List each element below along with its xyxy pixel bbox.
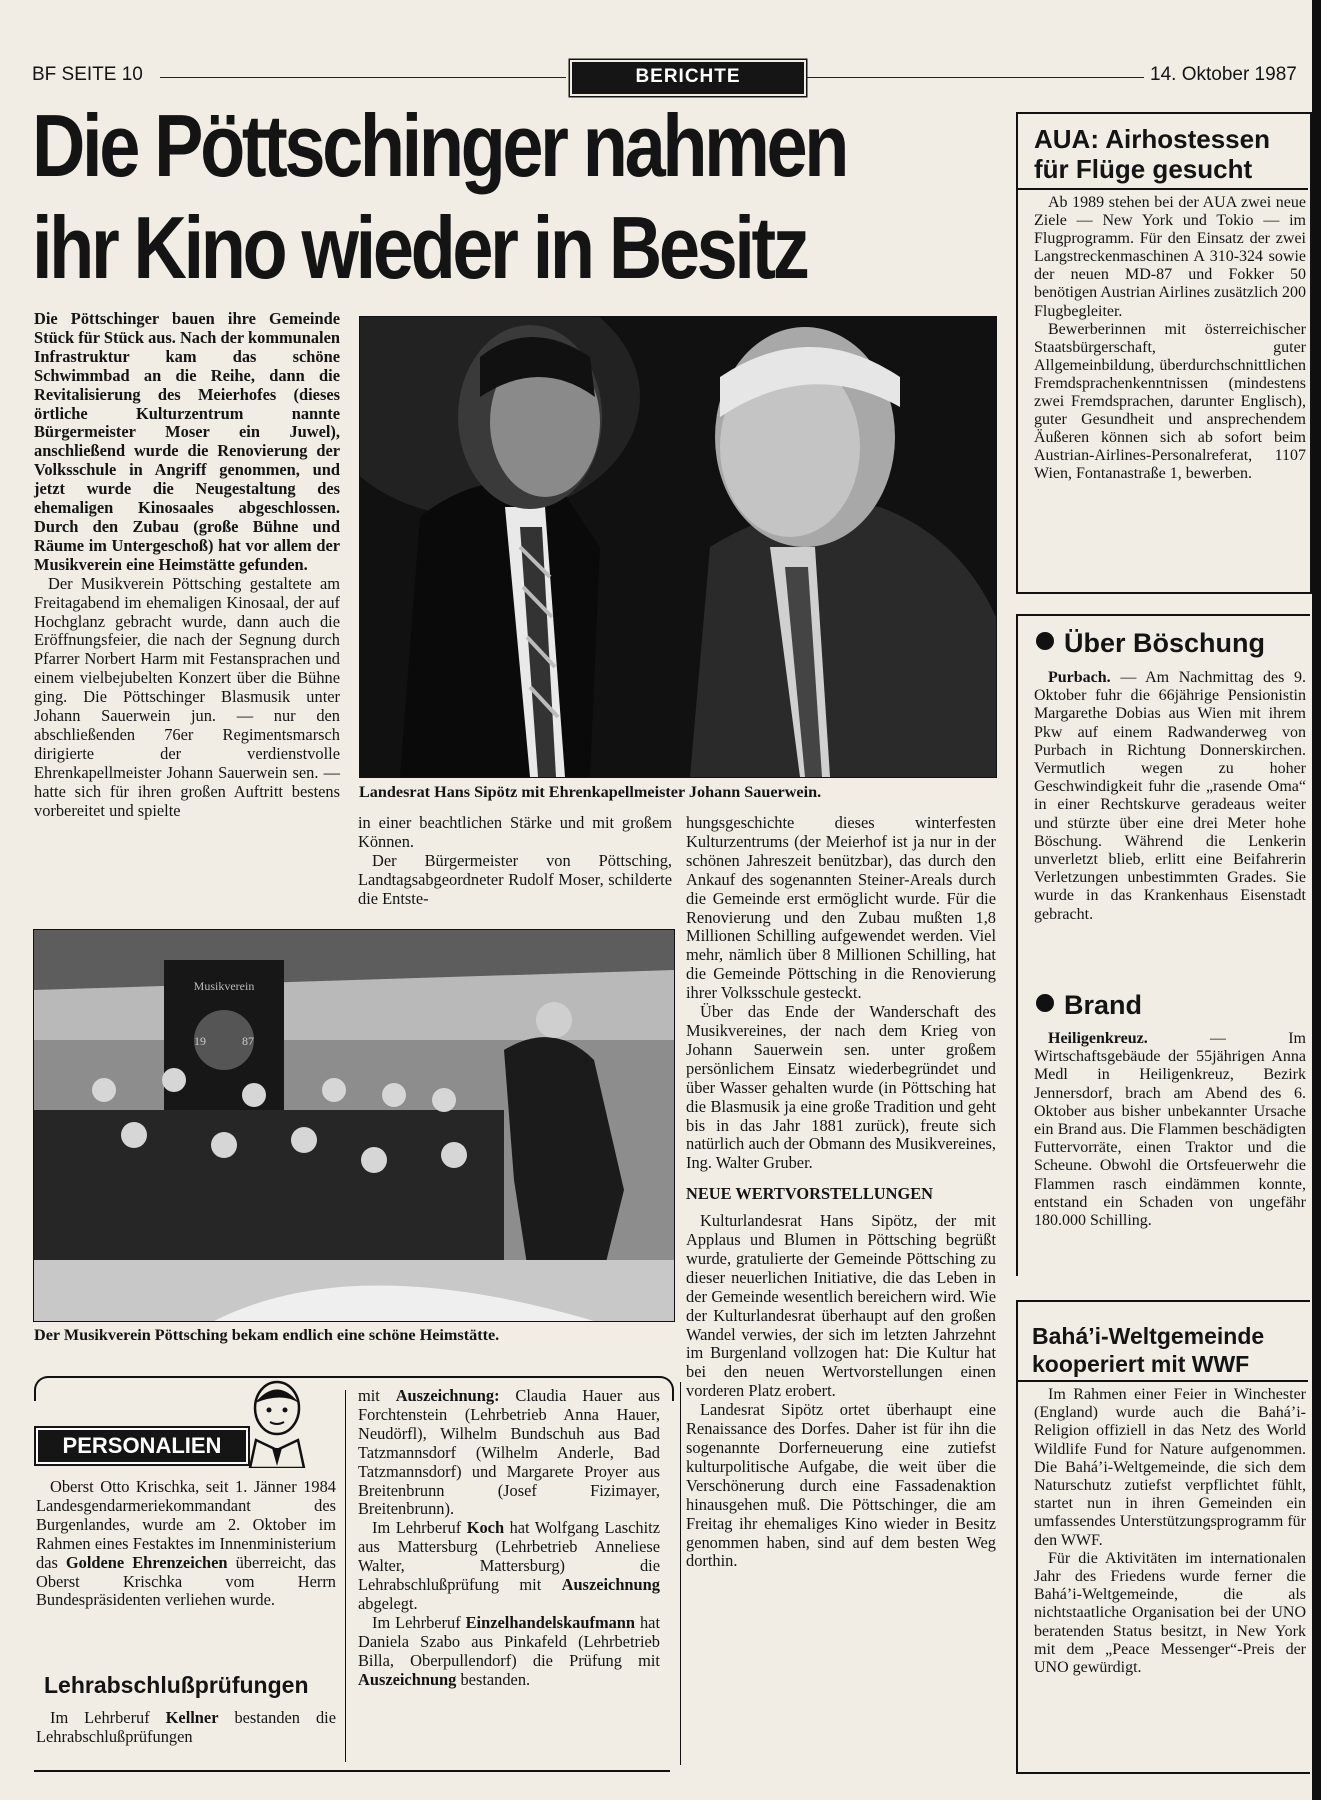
aua-paragraph: Bewerberinnen mit österreichischer Staatsbürgerschaft, guter Allgemeinbildung, überdurchschnittlichen Fremdsprachenkenntnissen (mindestens zwei Fremdsprachen, darunter Englisch), guter Gesundheit und ansprechendem Äußeren können sich ab sofort beim Austrian-Airlines-Personalreferat, 1107 Wien, Fontanastraße 1, bewerben. [1034,320,1306,483]
personalien-bottom-frame [34,1770,670,1772]
aua-paragraph: Ab 1989 stehen bei der AUA zwei neue Ziele — New York und Tokio — im Flugprogramm. Für den Einsatz der zwei Langstreckenmaschinen A 310-324 sowie der neuen MD-87 und Fokker 50 benötigen Austrian Airlines zusätzlich 200 Flugbegleiter. [1034,194,1306,320]
article-paragraph: Der Musikverein Pöttsching gestaltete am Freitagabend im ehemaligen Kinosaal, der auf Hochglanz gebracht wurde, dann auch die Eröffnungsfeier, die nach der Segnung durch Pfarrer Norbert Harm mit Festansprachen und einem vielbejubelten Konzert über die Bühne ging. Die Pöttschinger Blasmusik unter Johann Sauerwein jun. — nur den abschließenden 76er Regimentsmarsch dirigierte der verdienstvolle Ehrenkapellmeister Johann Sauerwein sen. — hatte sich für ihren großen Auftritt bestens vorbereitet und spielte [34,573,340,820]
article-column-3 [686,814,996,1571]
headline [32,95,847,299]
aua-title [1034,124,1304,184]
bahai-paragraph: Für die Aktivitäten im internationalen Jahr des Friedens wurde ferner die Bahá’i-Weltgemeinde, die als nichtstaatliche Organisation bei der UNO beratenden Status besitzt, in New York mit dem „Peace Messenger“-Preis der UNO gewürdigt. [1034,1549,1306,1677]
page-edge [1312,0,1321,1800]
section-label [572,62,804,94]
boeschung-heading [1036,628,1265,659]
lehrabschluss-heading: Lehrabschlußprüfungen [44,1672,309,1698]
personalien-text: hat Daniela Szabo aus Pinkafeld (Lehrbetrieb Billa, Oberpullendorf) die Prüfung mit [358,1612,660,1670]
photo-musikverein [33,929,675,1322]
personalien-bold: Auszeichnung: [395,1386,500,1405]
personalien-text: Claudia Hauer aus Forchtenstein (Lehrbetrieb Anna Hauer, Neudörfl), Wilhelm Bundschuh aus Bad Tatzmannsdorf (Wilhelm Anderle, Bad Tatzmannsdorf) und Margarete Proyer aus Breitenbrunn (Josef Fizimayer, Breitenbrunn). [358,1386,660,1519]
photo-portrait-image [360,317,996,777]
bahai-title-rule [1018,1380,1308,1382]
aua-title-rule [1018,188,1308,190]
article-paragraph: Landesrat Sipötz ortet überhaupt eine Renaissance des Dorfes. Daher ist für ihn die sogenannte Dorferneuerung eine zutiefst kulturpolitische Aufgabe, die weit über die Verschönerung durch eine Fassadenaktion hinausgehen muß. Die Pöttschinger, die am Freitag ihr ehemaliges Kino wieder in Besitz genommen haben, sind auf dem besten Weg dorthin. [686,1400,996,1571]
personalien-text: Oberst Otto Krischka, seit 1. Jänner 1984 Landesgendarmeriekommandant des Burgenlandes, wurde am 2. Oktober im Rahmen eines Festaktes im Innenministerium das [36,1477,336,1572]
boeschung-paragraph [1034,669,1306,924]
headline-line-1: Die Pöttschinger nahmen [32,96,847,195]
brand-text: — Im Wirtschaftsgebäude der 55jährigen Anna Medl in Heiligenkreuz, Bezirk Jennersdorf, brach am Abend des 6. Oktober aus bisher unbekannter Ursache ein Brand aus. Die Flammen beschädigten Futtervorräte, einen Traktor und die Scheune. Obwohl die Ortsfeuerwehr die Flammen rasch eindämmen konnte, entstand ein Schaden von ungefähr 180.000 Schilling. [1034,1030,1306,1230]
boeschung-body [1034,669,1306,924]
article-subhead: NEUE WERTVORSTELLUNGEN [686,1184,933,1204]
photo-caption-1: Landesrat Hans Sipötz mit Ehrenkapellmeister Johann Sauerwein. [359,783,822,801]
article-column-2 [358,814,672,909]
bahai-title-line-2: kooperiert mit WWF [1032,1351,1250,1377]
header-rule-right [806,77,1144,78]
personalien-bold: Koch [466,1518,505,1538]
boeschung-title: Über Böschung [1064,628,1266,658]
bullet-icon [1036,632,1054,650]
lehrabschluss-intro [36,1709,336,1747]
aua-title-line-2: für Flüge gesucht [1034,154,1253,184]
brand-paragraph [1034,1030,1306,1230]
article-column-1 [34,310,340,820]
header-rule-left [160,77,566,78]
boeschung-text: — Am Nachmittag des 9. Oktober fuhr die 66jährige Pensionistin Margarethe Dobias aus Wien mit ihrem Pkw auf einem Radwanderweg von Purbach in Richtung Donnerskirchen. Vermutlich wegen zu hoher Geschwindigkeit fuhr die „rasende Oma“ in einer Rechtskurve geradeaus weiter und stürzte über eine drei Meter hohe Böschung. Während die Lenkerin unverletzt blieb, erlitt eine Beifahrerin Verletzungen unbestimmten Grades. Sie wurde in das Krankenhaus Eisenstadt gebracht. [1034,669,1307,923]
personalien-bold: Einzelhandelskaufmann [465,1612,636,1632]
personalien-paragraph [36,1478,336,1610]
bahai-paragraph: Im Rahmen einer Feier in Winchester (England) wurde auch die Bahá’i-Religion offiziell in das Netz des World Wildlife Fund for Nature aufgenommen. Die Bahá’i-Weltgemeinde, die sich dem Naturschutz zutiefst verpflichtet fühlt, startet nun in ihren Gemeinden ein umfassendes Unterstützungsprogramm für den WWF. [1034,1386,1306,1549]
personalien-text: Im Lehrberuf [372,1612,461,1632]
bahai-title [1032,1322,1308,1378]
personalien-text: bestanden. [460,1669,531,1689]
personalien-text: abgelegt. [358,1593,418,1613]
personalien-column-2 [358,1387,660,1690]
photo-band-image [34,930,674,1321]
banner-year-b: 87 [242,1034,254,1048]
article-paragraph: Der Bürgermeister von Pöttsching, Landtagsabgeordneter Rudolf Moser, schilderte die Entste- [358,850,672,908]
column-divider [680,1382,681,1765]
personalien-text: hat Wolfgang Laschitz aus Mattersburg (Lehrbetrieb Anneliese Walter, Mattersburg) die Lehrabschlußprüfung mit [358,1518,661,1595]
headline-line-2: ihr Kino wieder in Besitz [32,198,807,297]
aua-title-line-1: AUA: Airhostessen [1034,124,1270,154]
boeschung-place: Purbach. [1048,669,1111,686]
personalien-text: bestanden die Lehrabschlußprüfungen [36,1708,336,1746]
article-paragraph: Kulturlandesrat Hans Sipötz, der mit Applaus und Blumen in Pöttsching begrüßt wurde, gratulierte der Gemeinde Pöttsching zu dieser neuerlichen Initiative, die das Leben in der Gemeinde wesentlich bereichern wird. Wie der Kulturlandesrat überhaupt auf den großen Wandel verwies, der sich im letzten Jahrzehnt im Burgenland vollzogen hat: Die Kultur hat bei den neuen Wertvorstellungen einen vorderen Platz erobert. [686,1211,996,1401]
aua-body [1034,194,1306,484]
page-folio: BF SEITE 10 [32,64,143,85]
personalien-bold: Auszeichnung [561,1575,660,1595]
banner-text: Musikverein [193,979,255,993]
personalien-label: PERSONALIEN [36,1428,248,1464]
photo-caption-2: Der Musikverein Pöttsching bekam endlich eine schöne Heimstätte. [34,1326,500,1344]
photo-sipoetz-sauerwein [359,316,997,778]
section-label-text: BERICHTE [635,66,741,87]
personalien-text: Im Lehrberuf [50,1708,150,1727]
article-paragraph: in einer beachtlichen Stärke und mit großem Können. [358,813,672,851]
personalien-paragraph [358,1614,660,1690]
personalien-paragraph [358,1387,660,1519]
bullet-icon [1036,994,1054,1012]
personalien-text: Im Lehrberuf [372,1518,462,1538]
brand-title: Brand [1064,990,1143,1020]
bahai-body [1034,1386,1306,1677]
brand-body [1034,1030,1306,1230]
personalien-bold: Auszeichnung [358,1669,457,1689]
personalien-divider [345,1390,346,1762]
personalien-bold: Goldene Ehrenzeichen [65,1552,228,1572]
article-paragraph: hungsgeschichte dieses winterfesten Kulturzentrums (der Meierhof ist ja nur in der schönen Jahreszeit benützbar), das durch den Ankauf des sogenannten Steiner-Areals durch die Gemeinde erst ermöglicht wurde. Für die Renovierung und den Zubau mußten 1,8 Millionen Schilling aufgewendet werden. Viel mehr, nämlich über 8 Millionen Schilling, hat die Gemeinde Pöttsching in die Renovierung ihrer Volksschule gesteckt. [686,813,996,1003]
personalien-paragraph [36,1709,336,1747]
bahai-title-line-1: Bahá’i-Weltgemeinde [1032,1323,1265,1349]
personalien-paragraph [358,1519,660,1614]
personalien-text: überreicht, das Oberst Krischka vom Herrn Bundespräsidenten verliehen wurde. [36,1552,336,1610]
issue-date: 14. Oktober 1987 [1150,64,1297,85]
banner-year-a: 19 [194,1034,206,1048]
article-paragraph: Über das Ende der Wanderschaft des Musikvereines, der nach dem Krieg von Johann Sauerwein sen. unter großem persönlichem Einsatz wiederbegründet und über Wasser gehalten wurde (in Pöttsching hat die Blasmusik ja eine große Tradition und geht bis in das Jahr 1881 zurück), freute sich natürlich auch der Obmann des Musikvereines, Ing. Walter Gruber. [686,1002,996,1173]
brand-place: Heiligenkreuz. [1048,1030,1148,1047]
brand-heading [1036,990,1142,1021]
personalien-text: mit [358,1386,380,1405]
personalien-bold: Kellner [165,1708,219,1727]
article-lead: Die Pöttschinger bauen ihre Gemeinde Stück für Stück aus. Nach der kommunalen Infrastruktur kam das schöne Schwimmbad an die Reihe, dann die Revitalisierung des Meierhofes (dieses örtliche Kulturzentrum nannte Bürgermeister Moser ein Juwel), anschließend wurde die Renovierung der Volksschule in Angriff genommen, und jetzt wurde die Neugestaltung des ehemaligen Kinosaales abgeschlossen. Durch den Zubau (große Bühne und Räume im Untergeschoß) hat vor allem der Musikverein eine Heimstätte gefunden. [34,309,340,574]
personalien-column-1 [36,1478,336,1610]
personalien-cartoon-icon [242,1378,312,1468]
